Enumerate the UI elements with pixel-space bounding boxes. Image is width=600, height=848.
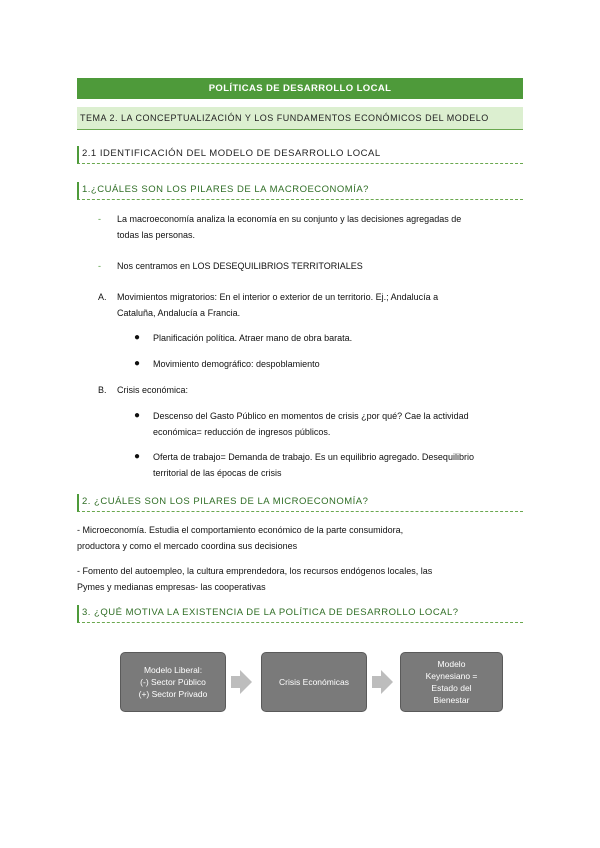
arrow-right-icon bbox=[381, 670, 393, 694]
document-title: POLÍTICAS DE DESARROLLO LOCAL bbox=[77, 78, 523, 99]
paragraph: - Microeconomía. Estudia el comportamiento económico de la parte consumidora, productora y como el mercado coordina sus decisiones bbox=[77, 525, 404, 551]
bullet-icon: ● bbox=[134, 410, 141, 421]
bullet-item: ● Movimiento demográfico: despoblamiento bbox=[77, 356, 523, 372]
dash-marker: - bbox=[98, 214, 101, 224]
arrow-right-icon bbox=[231, 676, 240, 688]
flow-box-liberal-model: Modelo Liberal: (-) Sector Público (+) Sector Privado bbox=[120, 652, 226, 712]
bullet-icon: ● bbox=[134, 451, 141, 462]
flow-box-economic-crises: Crisis Económicas bbox=[261, 652, 367, 712]
bullet-icon: ● bbox=[134, 332, 141, 343]
list-item: - Nos centramos en LOS DESEQUILIBRIOS TERRITORIALES bbox=[77, 258, 523, 274]
list-item: - La macroeconomía analiza la economía en su conjunto y las decisiones agregadas de todas las personas. bbox=[77, 211, 523, 243]
topic-subtitle: TEMA 2. LA CONCEPTUALIZACIÓN Y LOS FUNDAMENTOS ECONÓMICOS DEL MODELO bbox=[77, 107, 523, 130]
bullet-item: ● Oferta de trabajo= Demanda de trabajo. Es un equilibrio agregado. Desequilibrio territorial de las épocas de crisis bbox=[134, 451, 474, 478]
section-motivation-heading: 3. ¿QUÉ MOTIVA LA EXISTENCIA DE LA POLÍTICA DE DESARROLLO LOCAL? bbox=[77, 605, 523, 623]
bullet-icon: ● bbox=[134, 358, 141, 369]
document-page bbox=[77, 78, 523, 623]
list-item-A: A. Movimientos migratorios: En el interior o exterior de un territorio. Ej.; Andalucía a Cataluña, Andalucía a Francia. bbox=[98, 292, 439, 318]
section-micro-heading: 2. ¿CUÁLES SON LOS PILARES DE LA MICROECONOMÍA? bbox=[77, 494, 523, 512]
flow-diagram bbox=[120, 652, 490, 712]
dash-marker: - bbox=[98, 261, 101, 271]
bullet-item: ● Planificación política. Atraer mano de obra barata. bbox=[77, 330, 523, 346]
arrow-right-icon bbox=[240, 670, 252, 694]
list-item-B: B. Crisis económica: bbox=[98, 385, 189, 395]
flow-box-keynesian-model: Modelo Keynesiano = Estado del Bienestar bbox=[400, 652, 503, 712]
bullet-item: ● Descenso del Gasto Público en momentos de crisis ¿por qué? Cae la actividad económica= reducción de ingresos públicos. bbox=[134, 410, 469, 437]
section-macro-heading: 1.¿CUÁLES SON LOS PILARES DE LA MACROECONOMÍA? bbox=[77, 182, 523, 200]
section-identification-heading: 2.1 IDENTIFICACIÓN DEL MODELO DE DESARROLLO LOCAL bbox=[77, 146, 523, 164]
arrow-right-icon bbox=[372, 676, 381, 688]
paragraph: - Fomento del autoempleo, la cultura emprendedora, los recursos endógenos locales, las Pymes y medianas empresas- las cooperativas bbox=[77, 566, 433, 592]
